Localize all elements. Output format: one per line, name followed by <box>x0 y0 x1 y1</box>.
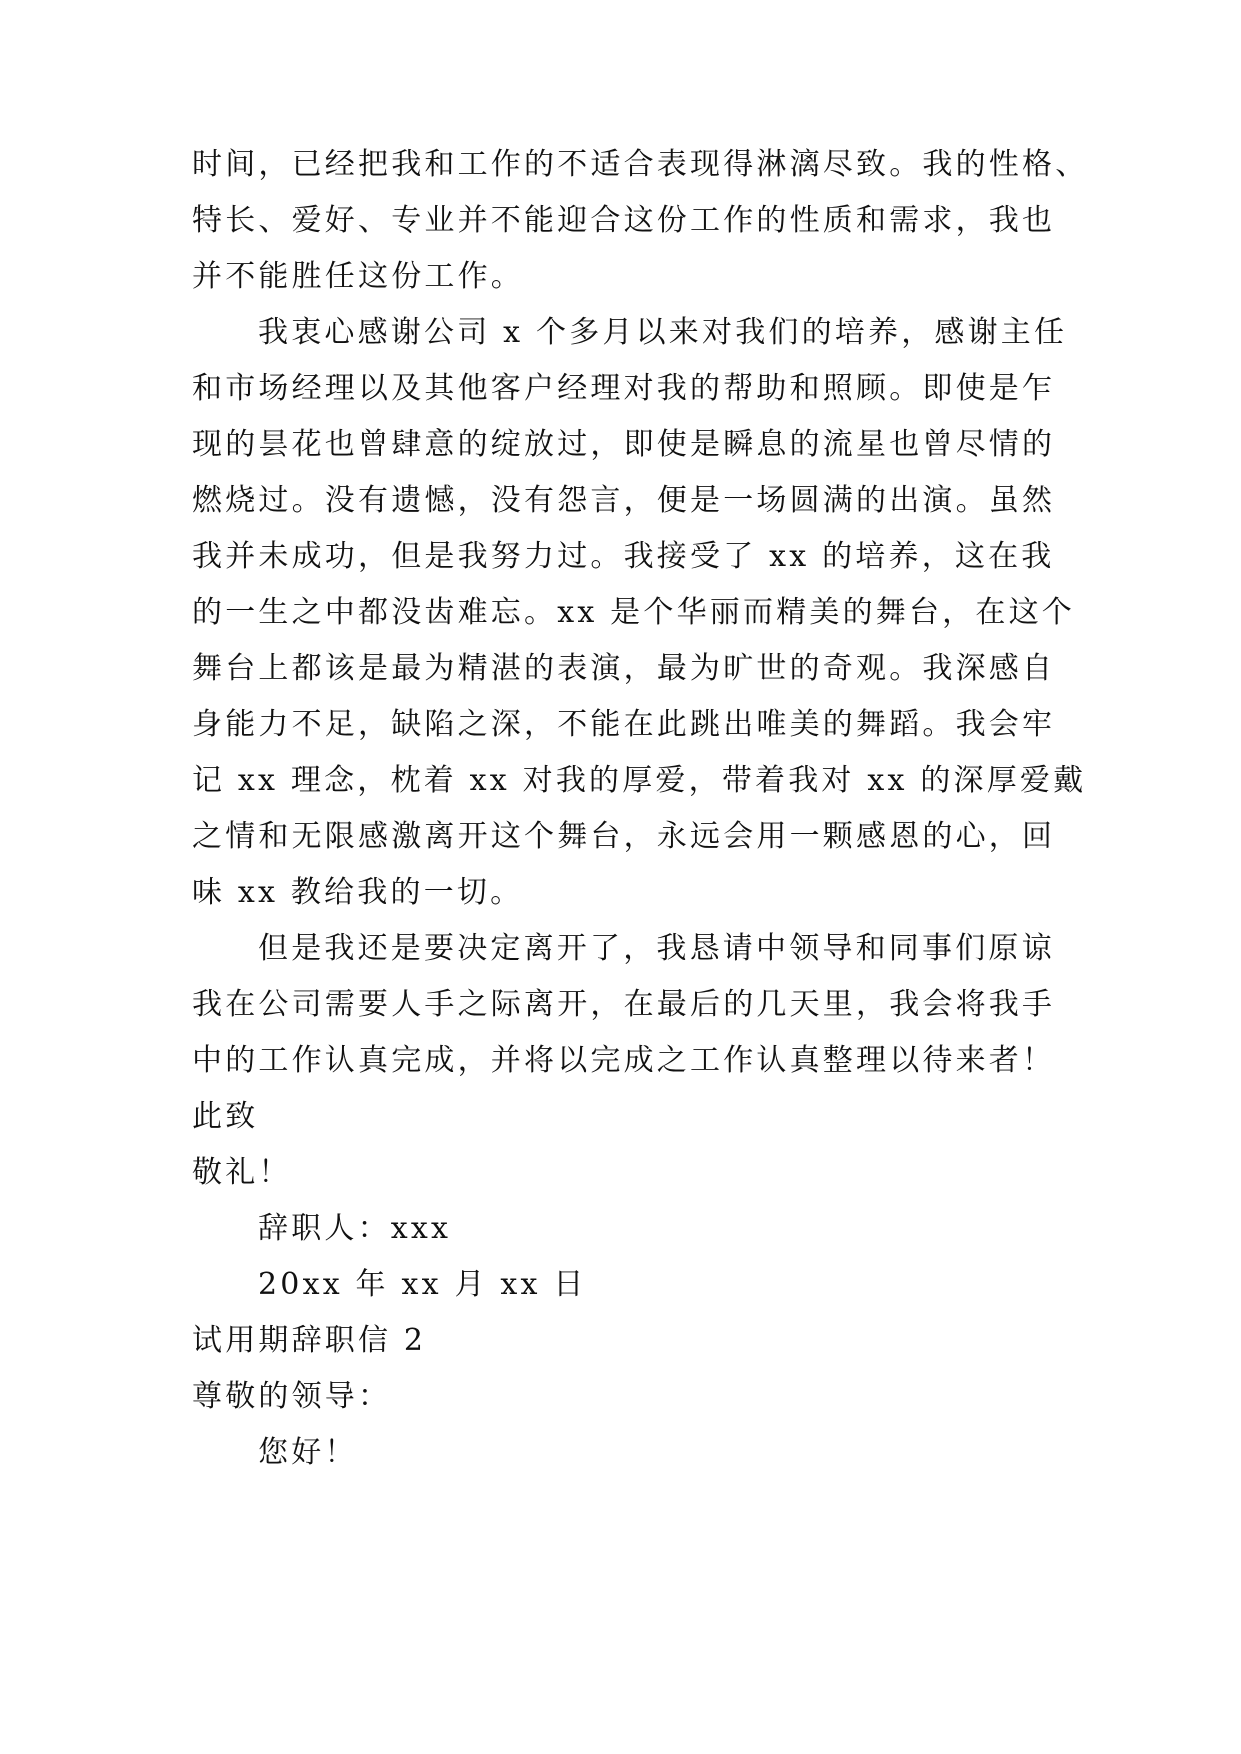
paragraph-line: 记 xx 理念，枕着 xx 对我的厚爱，带着我对 xx 的深厚爱戴 <box>192 763 1087 798</box>
greeting-line: 尊敬的领导： <box>192 1379 392 1414</box>
paragraph-line: 的一生之中都没齿难忘。xx 是个华丽而精美的舞台，在这个 <box>192 595 1075 630</box>
greeting-line: 您好！ <box>258 1435 358 1470</box>
date-line: 20xx 年 xx 月 xx 日 <box>258 1267 587 1302</box>
paragraph-line: 但是我还是要决定离开了，我恳请中领导和同事们原谅 <box>258 931 1055 966</box>
salutation-line: 敬礼！ <box>192 1155 292 1190</box>
paragraph-line: 之情和无限感激离开这个舞台，永远会用一颗感恩的心，回 <box>192 819 1056 854</box>
paragraph-line: 舞台上都该是最为精湛的表演，最为旷世的奇观。我深感自 <box>192 651 1056 686</box>
paragraph-line: 中的工作认真完成，并将以完成之工作认真整理以待来者！ <box>192 1043 1056 1078</box>
paragraph-line: 燃烧过。没有遗憾，没有怨言，便是一场圆满的出演。虽然 <box>192 483 1056 518</box>
paragraph-line: 我衷心感谢公司 x 个多月以来对我们的培养，感谢主任 <box>258 315 1068 350</box>
paragraph-line: 和市场经理以及其他客户经理对我的帮助和照顾。即使是乍 <box>192 371 1056 406</box>
paragraph-line: 身能力不足，缺陷之深，不能在此跳出唯美的舞蹈。我会牢 <box>192 707 1056 742</box>
signer-line: 辞职人：xxx <box>258 1211 452 1246</box>
paragraph-line: 现的昙花也曾肆意的绽放过，即使是瞬息的流星也曾尽情的 <box>192 427 1056 462</box>
paragraph-line: 我在公司需要人手之际离开，在最后的几天里，我会将我手 <box>192 987 1056 1022</box>
section-title: 试用期辞职信 2 <box>192 1323 427 1358</box>
paragraph-line: 并不能胜任这份工作。 <box>192 259 524 294</box>
paragraph-line: 特长、爱好、专业并不能迎合这份工作的性质和需求，我也 <box>192 203 1056 238</box>
paragraph-line: 我并未成功，但是我努力过。我接受了 xx 的培养，这在我 <box>192 539 1055 574</box>
paragraph-line: 时间，已经把我和工作的不适合表现得淋漓尽致。我的性格、 <box>192 147 1089 182</box>
paragraph-line: 味 xx 教给我的一切。 <box>192 875 524 910</box>
closing-line: 此致 <box>192 1099 259 1134</box>
